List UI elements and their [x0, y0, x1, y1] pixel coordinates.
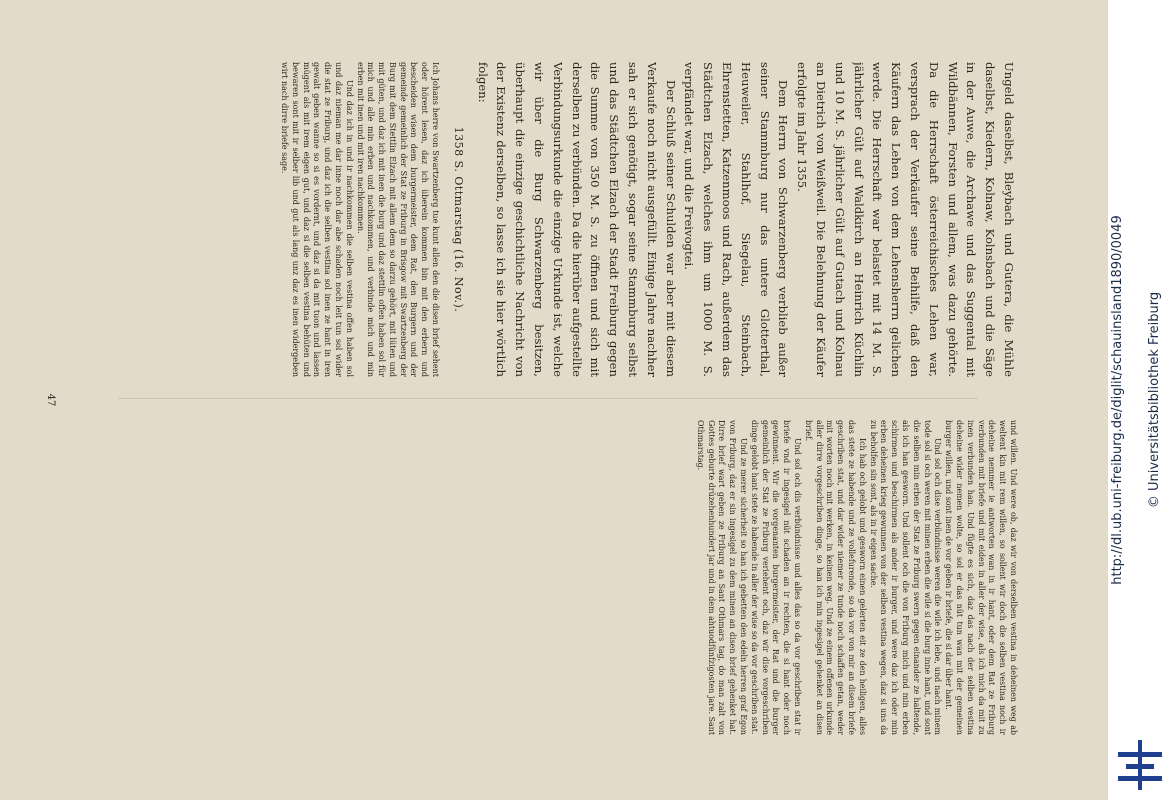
paragraph: Und sol och dise verbündnisse weren die wile ich lebe, und nach minem tode sol si och weren mit minen erben die wile si die burg inne hant, und sont die selben min erben der Stat ze Friburg swern gegen einander ze haltende, als ich han gesworn. Und sollent och die von Friburg mich und min erben schirmen und beschirmen als ander ir burger, und were daz ich oder min erben deheinen krieg gewunnen von der selben vestina wegen, daz si uns da zu beholfen sin sont, als in ir eigen sache. — [868, 420, 943, 735]
right-text-column — [38, 420, 1018, 735]
paragraph: Und sol och dis verbündnisse und alles das so da vor geschriben stat ir briefe vnd ir ingesigel nüt schaden an ir rechten, die si hant oder noch gewinnent. Wir die vorgenanten burgermeister, der Rat und die burger gemeinlich der Stat ze Friburg veriehent och, daz wir dise vorgeschriben dinge gelobt hant stete ze habende in aller der wise so da vor geschriben stat. — [749, 420, 803, 735]
page-number: 47 — [45, 393, 56, 407]
paragraph: Dem Herrn von Schwarzenberg verblieb außer seiner Stammburg nur das untere Glotterthal, Heuweiler, Stahlhof, Siegelau, Steinbach, Ehrenstetten, Katzenmoos und Rach, außerdem das Städtchen Elzach, welches ihm um 1000 M. S. verpfändet war, und die Freivogtei. — [682, 62, 791, 377]
ub-freiburg-logo-icon — [1118, 740, 1162, 790]
quoted-document-text — [278, 62, 440, 377]
right-paragraphs — [694, 420, 1018, 735]
paragraph: und willen. Und were ob, daz wir von derselben vestina in deheinen weg ab weltent kin mit rem willen, so sollent wir doch die selben vestina noch ir deheine nemmer ie antworten wan in ir hant, oder dem Rat ze Friburg verbunden mit briefe und mit eiden in aller der wise, als ich mich da mit zu inen verbunden han. Und fügte es sich, daz das nach der selben vestina deheine wider nemen wolte, so sol er das nüt tun wan mit der gemeinen burger willen, und sont inen de vor geben ir briefe, die si dar über hant. — [944, 420, 1018, 735]
document-heading: 1358 S. Ottmarstag (16. Nov.). — [451, 126, 465, 313]
paragraph: Der Schluß seiner Schulden war aber mit diesem Verkaufe noch nicht ausgefüllt. Einige Jahre nachher sah er sich genötigt, sogar seine Stammburg selbst und das Städtchen Elzach der Stadt Freiburg gegen die Summe von 350 M. S. zu öffnen und sich mit derselben zu verbünden. Da die hierüber aufgestellte Verbindungsurkunde die einzige Urkunde ist, welche wir über die Burg Schwarzenberg besitzen, überhaupt die einzige geschichtliche Nachricht von der Existenz derselben, so lasse ich sie hier wörtlich folgen: — [475, 62, 678, 377]
quoted-paragraph: Und daz ich in und ir nachkommen die selben vestina offen haben sol und daz nieman me dar inne noch dar abe schaden noch leit tun sol wider die stat ze Friburg, und daz ich die selben vestina sol inen ze hant in iren gewalt geben wanne so si es vordernt, und daz si da mit tuon und lassen mügent als mit irem eigen gut, und daz si die selben vestina behüten und bewaren sont mit ir selber lib und gut als lang unz daz es inen widergeben wirt nach dirre briefe sage. — [279, 62, 354, 377]
left-paragraphs — [473, 62, 1018, 377]
quoted-paragraph: Ich Johans herre von Swartzenberg tue kunt allen den die disen brief sehent oder hörent lesen, daz ich überein kommen bin mit den erbern und bescheiden wisen dem burgermeister, dem Rat, den Burgern und der gemeinde gemeinlich der Stat ze Friburg in Brisgow mit Swartzenberg der Burg mit dem Stettlin Elzach mit allem dem so darzu gehört, mit lüten und mit güten, und daz ich mit inen die burg und daz stettlin offen haben sol für mich und alle min erben und nachkommen, und verbinde mich und min erben mit inen und mit iren nachkommen. — [355, 62, 441, 377]
source-url-link[interactable]: http://dl.ub.uni-freiburg.de/diglit/schauinsland1890/0049 — [1110, 215, 1125, 585]
paragraph: Ich hab och gelobt und gesworn einen gelerten eit ze den heiligen, alles das stete ze habende und ze vollefurende, so da vor von mir an disem briefe geschriben stat, und dar wider niemer ze tunde noch schaffen getan, weder mit worten noch mit werken, in keinen weg. Und ze einem offenen urkunde aller dirre vorgeschriben dinge, so han ich min ingesigel gehenket an disen brief. — [803, 420, 867, 735]
column-divider — [118, 398, 978, 399]
copyright-notice: © Universitätsbibliothek Freiburg — [1147, 291, 1162, 509]
paragraph: Und ze merer sicherheit so han ich gebetten den edeln herren graf Egon von Friburg, daz er sin ingesigel zu dem minen an disen brief gehenket hat. Dirre brief wart geben ze Friburg an Sant Othmars tag, do man zalt von Gottes geburte drüzehenhundert jar und in dem ahtuodfünfzigosten jare. Sant Othmarstag. — [695, 420, 749, 735]
paragraph: Ungeld daselbst, Bleybach und Gutera, die Mühle daselbst, Kiedern, Kolnaw, Kolnsbach und die Säge in der Auwe, die Archawe und das Suggental mit Wildbännen, Forsten und allem, was dazu gehörte. Da die Herrschaft österreichisches Lehen war, versprach der Verkäufer seine Beihilfe, daß den Käufern das Lehen von dem Lehensherrn gelichen werde. Die Herrschaft war belastet mit 14 M. S. jährlicher Gült auf Waldkirch an Heinrich Küchlin und 10 M. S. jährlicher Gült auf Gutach und Kolnau an Dietrich von Weißweil. Die Belehnung der Käufer erfolgte im Jahr 1355. — [795, 62, 1016, 377]
left-text-column — [38, 62, 1018, 377]
